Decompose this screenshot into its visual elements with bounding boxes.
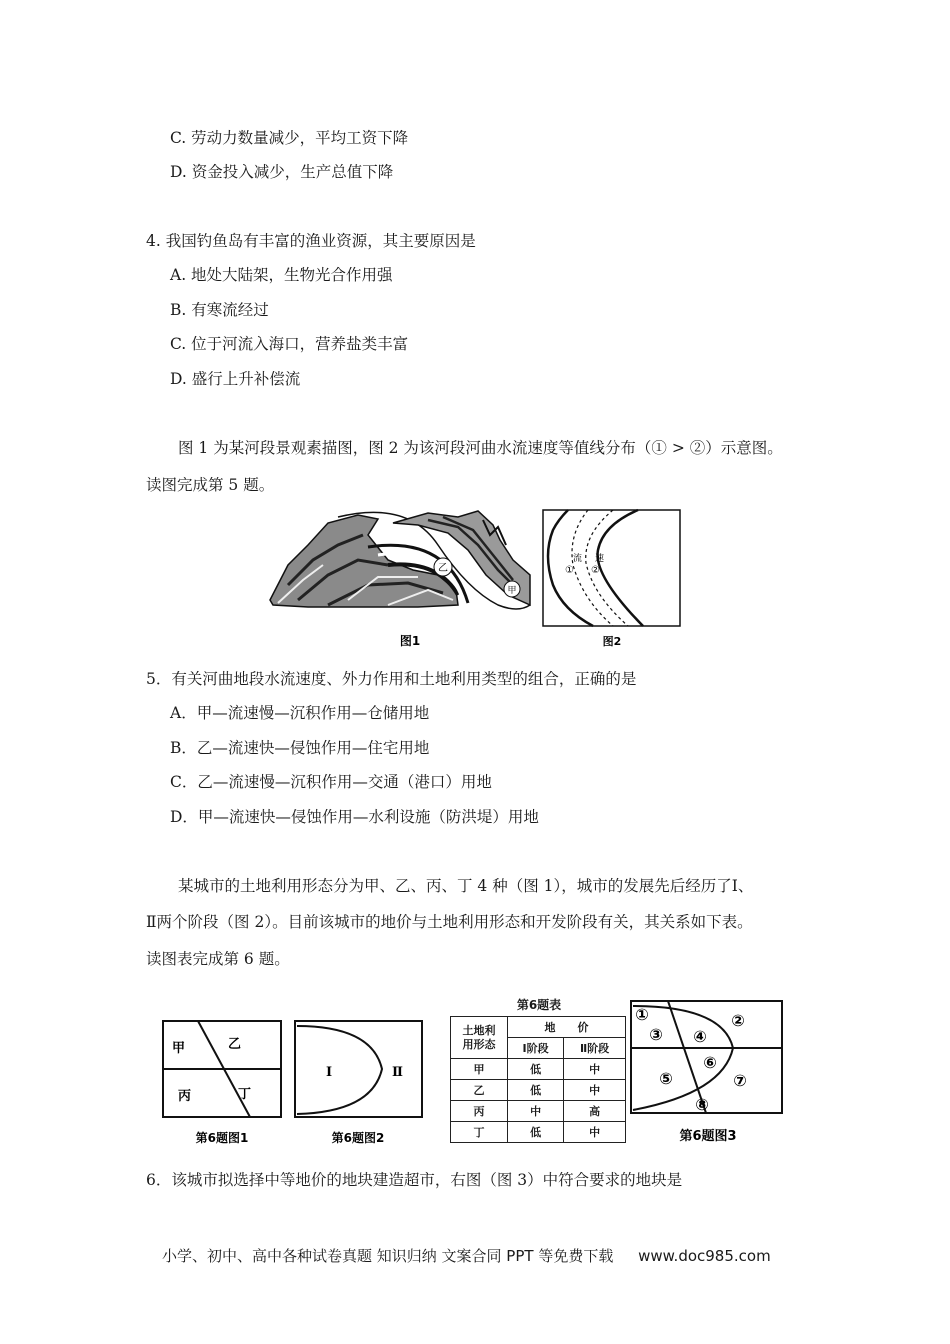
q3-option-d: D. 资金投入减少，生产总值下降 xyxy=(170,163,394,181)
table-row xyxy=(451,1101,626,1122)
land-price-table-block xyxy=(450,996,628,1143)
fig6-3-caption: 第6题图3 xyxy=(679,1129,737,1144)
cell-stage-1: 低 xyxy=(508,1122,564,1143)
q5-stem: 5．有关河曲地段水流速度、外力作用和土地利用类型的组合，正确的是 xyxy=(146,670,637,688)
cell-stage-2: 中 xyxy=(564,1122,626,1143)
cell-form: 丁 xyxy=(451,1122,508,1143)
zone-bing: 丙 xyxy=(178,1089,192,1104)
q4-option-b: B. 有寒流经过 xyxy=(170,301,269,319)
header-stage-1: Ⅰ阶段 xyxy=(508,1038,564,1059)
river-figures xyxy=(268,505,688,655)
fig6-2-caption: 第6题图2 xyxy=(331,1131,385,1145)
table-row xyxy=(451,1122,626,1143)
cell-stage-1: 中 xyxy=(508,1101,564,1122)
cell-stage-1: 低 xyxy=(508,1080,564,1101)
flow-label-1: 流 xyxy=(573,554,583,564)
zone-jia: 甲 xyxy=(172,1041,186,1056)
zone-yi: 乙 xyxy=(228,1037,242,1052)
plot-7: ⑦ xyxy=(733,1071,747,1090)
label-jia: 甲 xyxy=(507,586,517,596)
cell-stage-2: 高 xyxy=(564,1101,626,1122)
plot-4: ④ xyxy=(693,1027,707,1046)
q5-option-d: D．甲—流速快—侵蚀作用—水利设施（防洪堤）用地 xyxy=(170,808,539,826)
q4-stem: 4. 我国钓鱼岛有丰富的渔业资源，其主要原因是 xyxy=(146,232,476,250)
q3-option-c: C. 劳动力数量减少，平均工资下降 xyxy=(170,129,409,147)
header-land-form xyxy=(451,1017,508,1059)
fig5-2-caption: 图2 xyxy=(602,635,622,648)
fig6-1-caption: 第6题图1 xyxy=(195,1131,249,1145)
intro6-line1: 某城市的土地利用形态分为甲、乙、丙、丁 4 种（图 1），城市的发展先后经历了Ⅰ、 xyxy=(178,877,754,895)
intro6-line3: 读图表完成第 6 题。 xyxy=(146,950,290,968)
q5-option-c: C．乙—流速慢—沉积作用—交通（港口）用地 xyxy=(170,773,492,791)
q4-option-c: C. 位于河流入海口，营养盐类丰富 xyxy=(170,335,409,353)
land-use-figure-1 xyxy=(160,1018,285,1150)
plot-3: ③ xyxy=(649,1025,663,1044)
stage-i-label: Ⅰ xyxy=(326,1065,333,1080)
plot-2: ② xyxy=(731,1011,745,1030)
footer-text: 小学、初中、高中各种试卷真题 知识归纳 文案合同 PPT 等免费下载 xyxy=(162,1247,614,1265)
velocity-1: ① xyxy=(565,565,574,576)
plot-map-figure-3 xyxy=(628,998,788,1148)
table-title: 第6题表 xyxy=(516,998,562,1012)
river-landscape-sketch xyxy=(270,511,530,648)
flow-label-2: 速 xyxy=(595,554,605,564)
page-footer xyxy=(162,1245,771,1266)
plot-6: ⑥ xyxy=(703,1053,717,1072)
header-price: 地 价 xyxy=(508,1017,626,1038)
cell-stage-1: 低 xyxy=(508,1059,564,1080)
plot-5: ⑤ xyxy=(659,1069,673,1088)
label-yi: 乙 xyxy=(438,563,448,574)
q4-option-a: A. 地处大陆架，生物光合作用强 xyxy=(170,266,393,284)
velocity-2: ② xyxy=(591,565,600,576)
development-stage-figure xyxy=(292,1018,427,1150)
zone-ding: 丁 xyxy=(238,1087,252,1102)
cell-form: 丙 xyxy=(451,1101,508,1122)
fig5-1-caption: 图1 xyxy=(399,634,421,648)
cell-form: 乙 xyxy=(451,1080,508,1101)
q6-stem: 6．该城市拟选择中等地价的地块建造超市，右图（图 3）中符合要求的地块是 xyxy=(146,1171,683,1189)
plot-1: ① xyxy=(635,1005,649,1024)
stage-ii-label: Ⅱ xyxy=(392,1065,403,1080)
header-land-form-line2: 用形态 xyxy=(462,1037,496,1051)
header-stage-2: Ⅱ阶段 xyxy=(564,1038,626,1059)
intro5-line2: 读图完成第 5 题。 xyxy=(146,476,275,494)
intro5-line1: 图 1 为某河段景观素描图，图 2 为该河段河曲水流速度等值线分布（① > ②）示意图。 xyxy=(178,439,783,457)
table-row xyxy=(451,1059,626,1080)
velocity-contour-diagram xyxy=(543,510,680,648)
cell-form: 甲 xyxy=(451,1059,508,1080)
land-price-table xyxy=(450,1016,626,1143)
cell-stage-2: 中 xyxy=(564,1080,626,1101)
table-row xyxy=(451,1080,626,1101)
intro6-line2: Ⅱ两个阶段（图 2）。目前该城市的地价与土地利用形态和开发阶段有关，其关系如下表。 xyxy=(146,913,753,931)
q5-option-b: B．乙—流速快—侵蚀作用—住宅用地 xyxy=(170,739,430,757)
plot-8: ⑧ xyxy=(695,1095,709,1114)
header-land-form-line1: 土地利 xyxy=(462,1023,496,1037)
q5-option-a: A．甲—流速慢—沉积作用—仓储用地 xyxy=(170,704,430,722)
footer-url[interactable]: www.doc985.com xyxy=(638,1247,771,1265)
cell-stage-2: 中 xyxy=(564,1059,626,1080)
q4-option-d: D. 盛行上升补偿流 xyxy=(170,370,301,388)
